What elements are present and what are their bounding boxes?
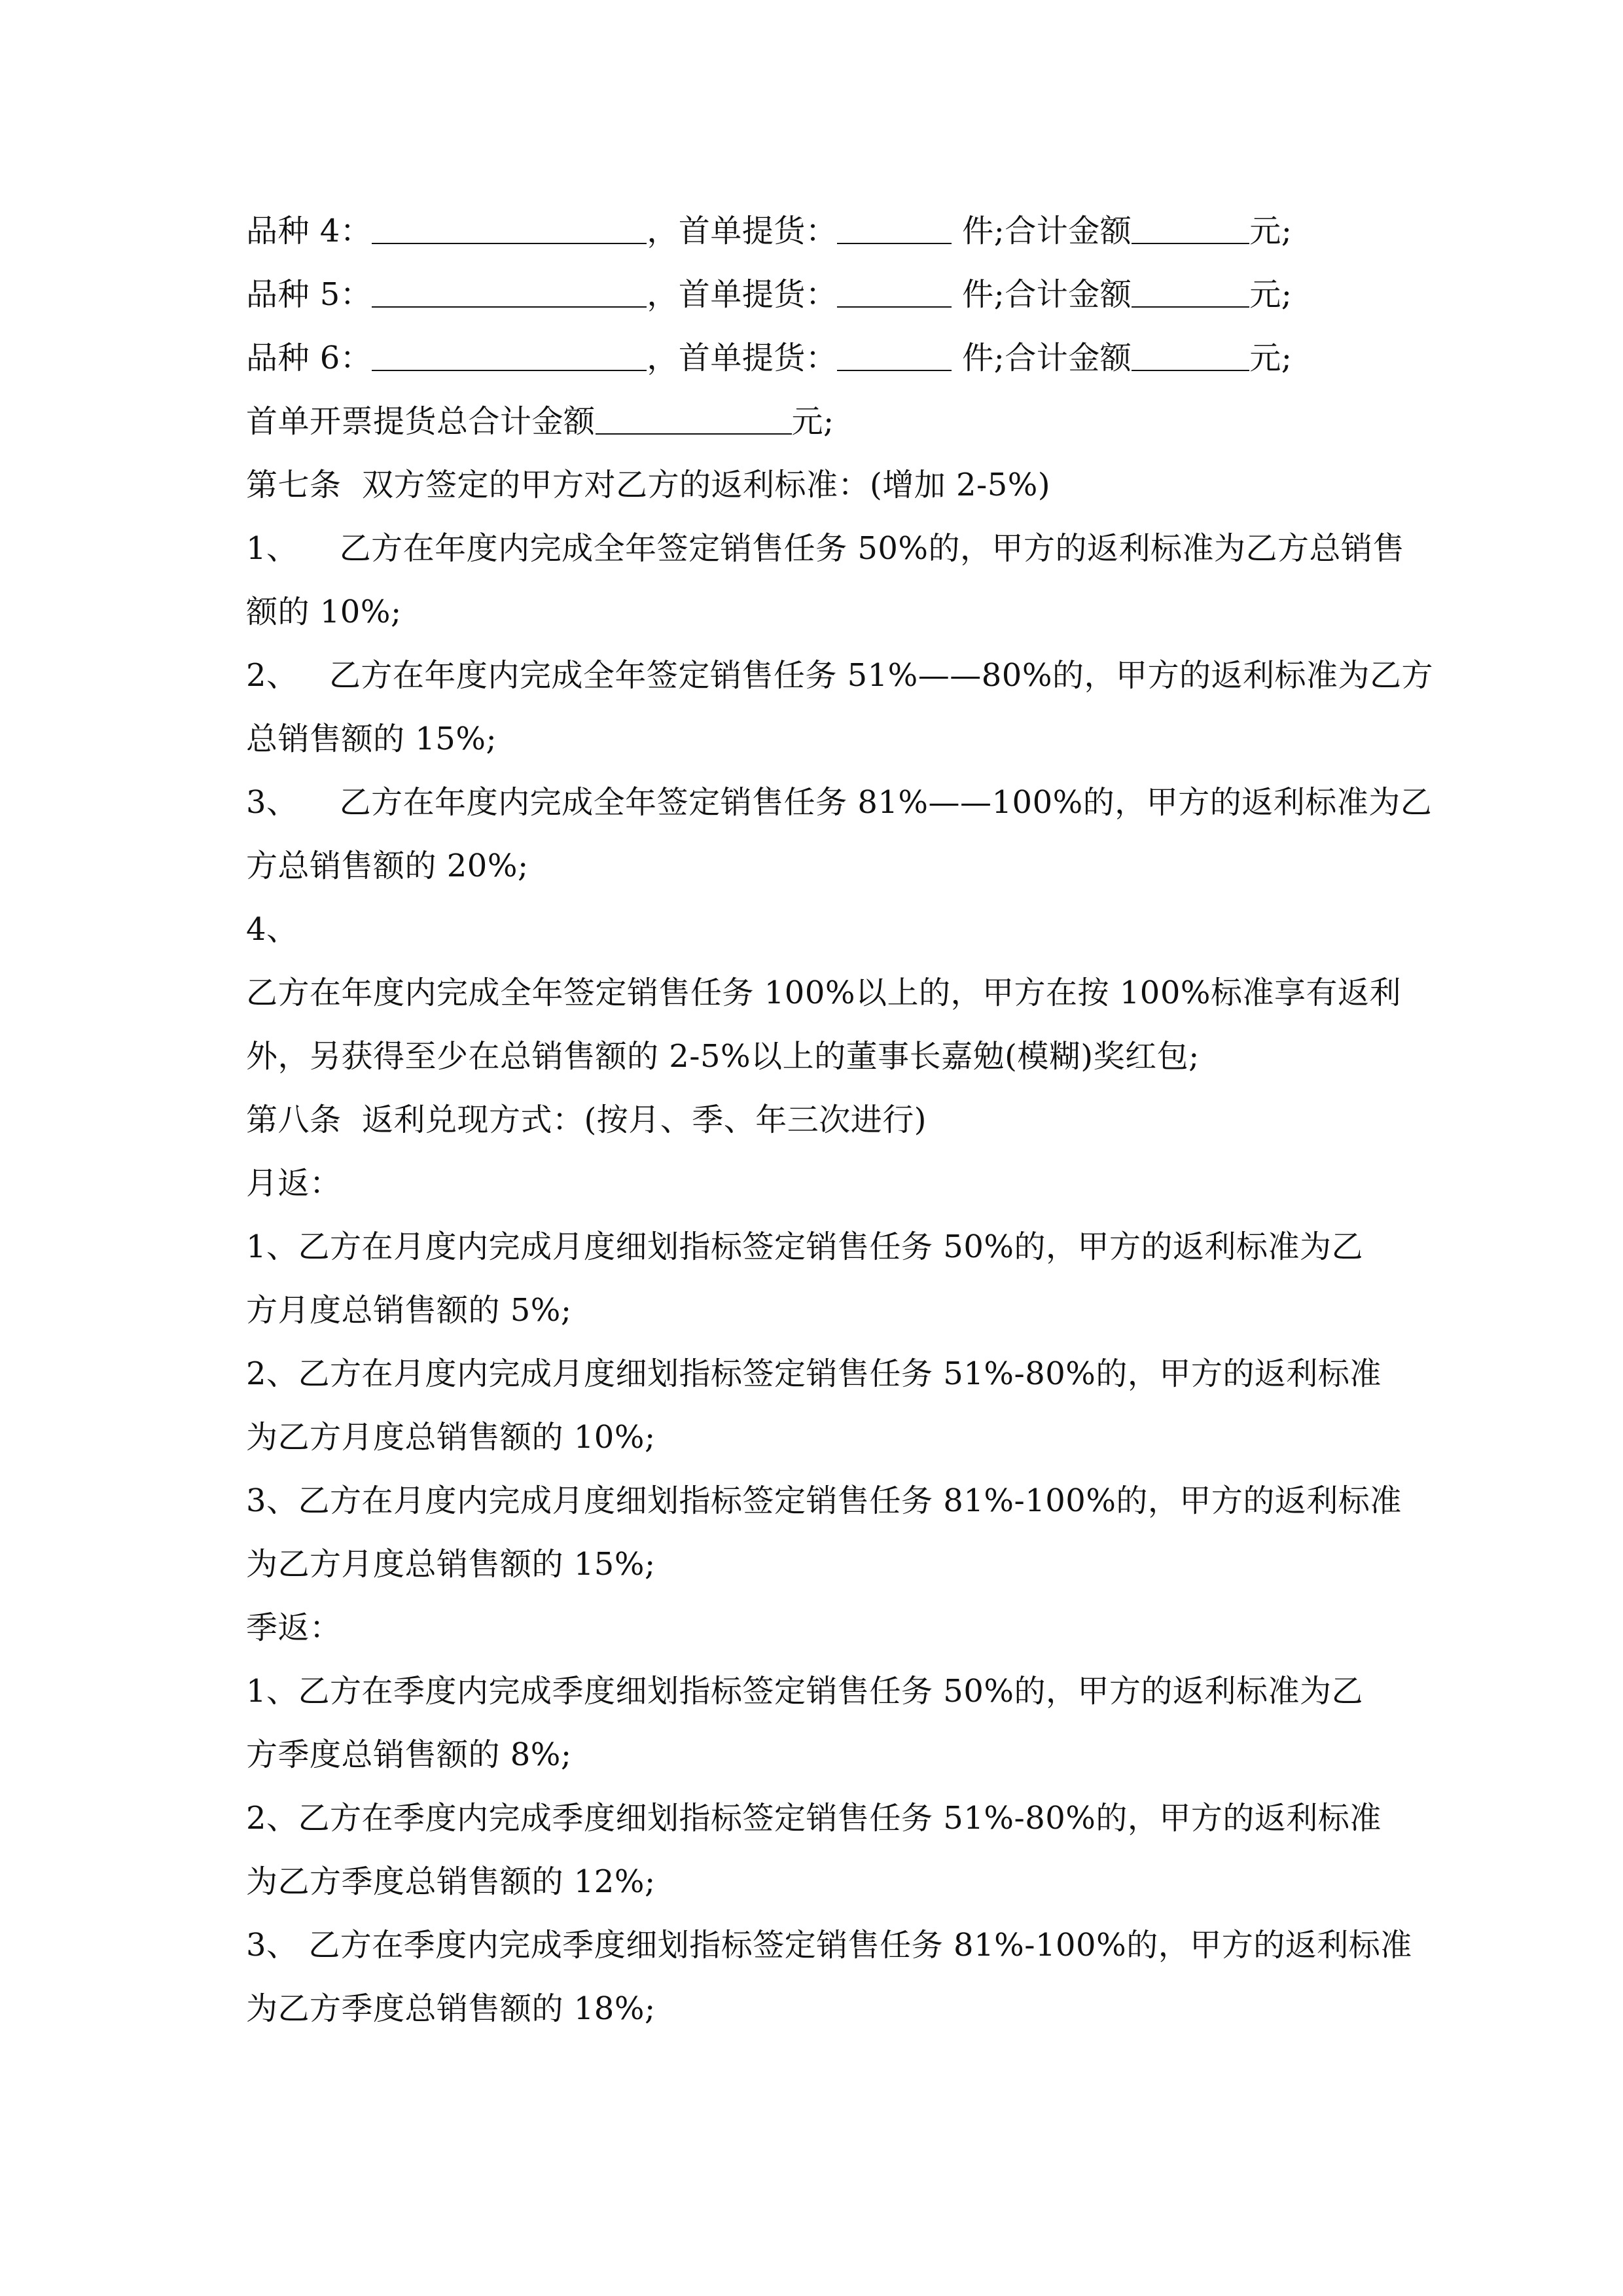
- item-currency: 元;: [1249, 276, 1293, 313]
- quarterly-rebate-line: 3、 乙方在季度内完成季度细划指标签定销售任务 81%-100%的，甲方的返利标准: [246, 1927, 1412, 1964]
- item-line-5: [246, 263, 1385, 327]
- item-qty-blank: [837, 272, 952, 308]
- article-7-line: 1、 乙方在年度内完成全年签定销售任务 50%的，甲方的返利标准为乙方总销售: [246, 530, 1405, 567]
- item-label: 品种 5：: [246, 276, 372, 313]
- item-sep: ，首单提货：: [647, 276, 838, 313]
- quarterly-rebate-line: 2、乙方在季度内完成季度细划指标签定销售任务 51%-80%的，甲方的返利标准: [246, 1800, 1382, 1837]
- article-7-line: 乙方在年度内完成全年签定销售任务 100%以上的，甲方在按 100%标准享有返利: [246, 975, 1401, 1011]
- monthly-rebate-line: 3、乙方在月度内完成月度细划指标签定销售任务 81%-100%的，甲方的返利标准: [246, 1482, 1402, 1519]
- item-unit: 件;合计金额: [952, 340, 1132, 376]
- monthly-rebate-line: 为乙方月度总销售额的 15%;: [246, 1546, 656, 1583]
- item-qty-blank: [837, 336, 952, 371]
- article-7-line: 外，另获得至少在总销售额的 2-5%以上的董事长嘉勉(模糊)奖红包;: [246, 1038, 1200, 1075]
- quarterly-rebate-line: 1、乙方在季度内完成季度细划指标签定销售任务 50%的，甲方的返利标准为乙: [246, 1673, 1363, 1710]
- item-amount-blank: [1132, 209, 1249, 244]
- total-line: [246, 390, 1385, 454]
- quarterly-rebate-line: 为乙方季度总销售额的 12%;: [246, 1863, 656, 1900]
- item-label: 品种 6：: [246, 340, 372, 376]
- article-7-line: 4、: [246, 911, 298, 948]
- item-unit: 件;合计金额: [952, 213, 1132, 249]
- item-line-4: [246, 200, 1385, 263]
- article-7-line: 总销售额的 15%;: [246, 721, 497, 757]
- item-currency: 元;: [1249, 340, 1293, 376]
- monthly-rebate-line: 1、乙方在月度内完成月度细划指标签定销售任务 50%的，甲方的返利标准为乙: [246, 1229, 1363, 1265]
- article-7-line: 3、 乙方在年度内完成全年签定销售任务 81%——100%的，甲方的返利标准为乙: [246, 784, 1433, 821]
- monthly-rebate-line: 2、乙方在月度内完成月度细划指标签定销售任务 51%-80%的，甲方的返利标准: [246, 1355, 1382, 1392]
- total-amount-blank: [596, 399, 792, 435]
- item-sep: ，首单提货：: [647, 340, 838, 376]
- quarterly-rebate-line: 方季度总销售额的 8%;: [246, 1736, 572, 1773]
- article-7-line: 方总销售额的 20%;: [246, 848, 529, 884]
- monthly-rebate-line: 方月度总销售额的 5%;: [246, 1292, 572, 1329]
- item-amount-blank: [1132, 272, 1249, 308]
- item-sep: ，首单提货：: [647, 213, 838, 249]
- item-qty-blank: [837, 209, 952, 244]
- item-unit: 件;合计金额: [952, 276, 1132, 313]
- item-currency: 元;: [1249, 213, 1293, 249]
- item-name-blank: [372, 209, 647, 244]
- quarterly-rebate-title: 季返：: [246, 1609, 342, 1646]
- item-label: 品种 4：: [246, 213, 372, 249]
- monthly-rebate-line: 为乙方月度总销售额的 10%;: [246, 1419, 656, 1456]
- article-8-heading: 第八条 返利兑现方式：(按月、季、年三次进行): [246, 1102, 927, 1138]
- document-body: [246, 200, 1433, 2041]
- article-7-heading: 第七条 双方签定的甲方对乙方的返利标准：(增加 2-5%): [246, 467, 1051, 503]
- article-7-line: 2、 乙方在年度内完成全年签定销售任务 51%——80%的，甲方的返利标准为乙方: [246, 657, 1433, 694]
- total-prefix: 首单开票提货总合计金额: [246, 403, 596, 440]
- item-name-blank: [372, 272, 647, 308]
- quarterly-rebate-line: 为乙方季度总销售额的 18%;: [246, 1990, 656, 2027]
- article-7-line: 额的 10%;: [246, 594, 402, 630]
- item-amount-blank: [1132, 336, 1249, 371]
- total-suffix: 元;: [791, 403, 834, 440]
- monthly-rebate-title: 月返：: [246, 1165, 342, 1202]
- item-name-blank: [372, 336, 647, 371]
- item-line-6: [246, 327, 1385, 390]
